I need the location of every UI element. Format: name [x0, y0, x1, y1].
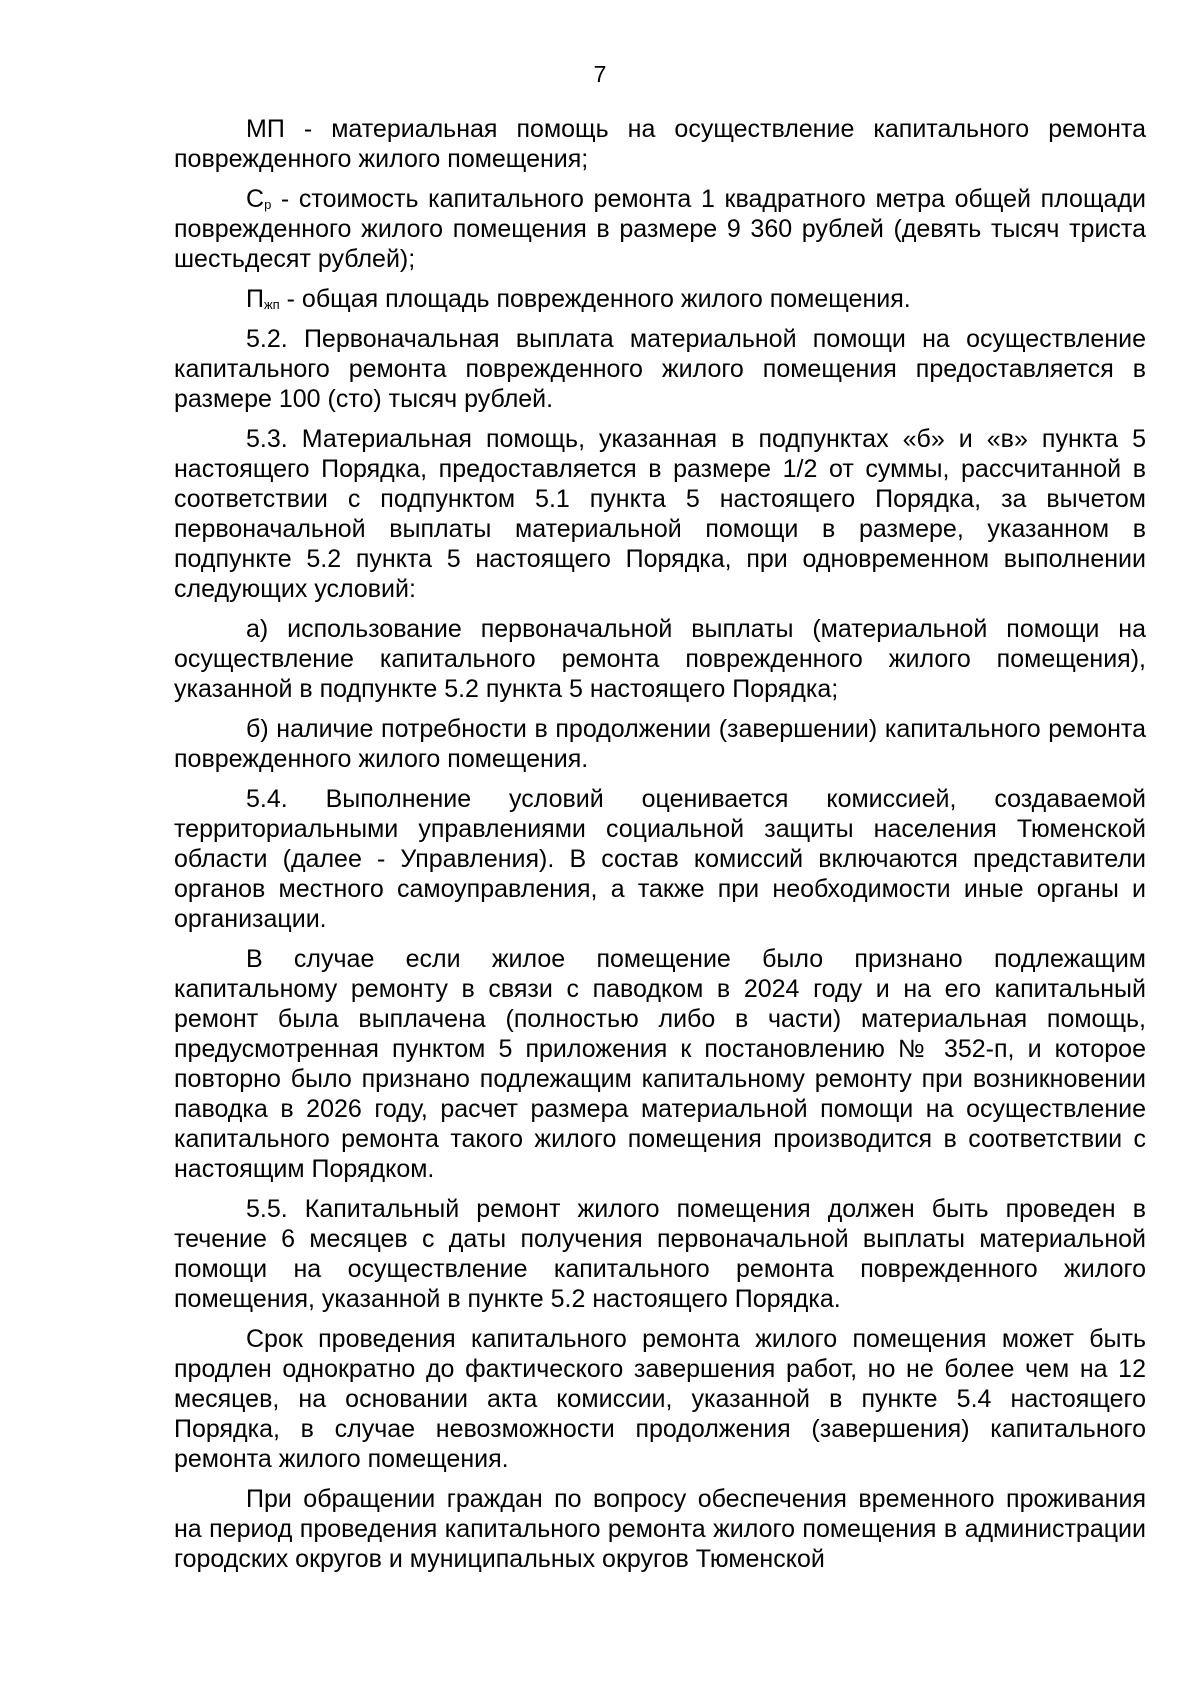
paragraph-5-5: 5.5. Капитальный ремонт жилого помещения должен быть проведен в течение 6 месяцев с даты получения первоначальной выплаты материальной помощи на осуществление капитального ремонта поврежденного жилого помещения, указанной в пункте 5.2 настоящего Порядка. [174, 1195, 1146, 1313]
paragraph-mp-definition: МП - материальная помощь на осуществление капитального ремонта поврежденного жилого помещения; [174, 115, 1146, 173]
paragraph-pzhp-definition [174, 284, 1146, 314]
formula-symbol: С [246, 185, 265, 213]
paragraph-5-5-term: Срок проведения капитального ремонта жилого помещения может быть продлен однократно до фактического завершения работ, но не более чем на 12 месяцев, на основании акта комиссии, указанной в пункте 5.4 настоящего Порядка, в случае невозможности продолжения (завершения) капитального ремонта жилого помещения. [174, 1325, 1146, 1473]
definition-text: - стоимость капитального ремонта 1 квадратного метра общей площади поврежденного жилого помещения в размере 9 360 рублей (девять тысяч триста шестьдесят рублей); [174, 185, 1146, 273]
condition-b: б) наличие потребности в продолжении (завершении) капитального ремонта поврежденного жилого помещения. [174, 715, 1146, 773]
paragraph-5-4-flood: В случае если жилое помещение было признано подлежащим капитальному ремонту в связи с паводком в 2024 году и на его капитальный ремонт была выплачена (полностью либо в части) материальная помощь, предусмотренная пунктом 5 приложения к постановлению № 352-п, и которое повторно было признано подлежащим капитальному ремонту при возникновении паводка в 2026 году, расчет размера материальной помощи на осуществление капитального ремонта такого жилого помещения производится в соответствии с настоящим Порядком. [174, 945, 1146, 1183]
paragraph-5-4: 5.4. Выполнение условий оценивается комиссией, создаваемой территориальными управлениями социальной защиты населения Тюменской области (далее - Управления). В состав комиссий включаются представители органов местного самоуправления, а также при необходимости иные органы и организации. [174, 785, 1146, 933]
condition-a: а) использование первоначальной выплаты (материальной помощи на осуществление капитального ремонта поврежденного жилого помещения), указанной в подпункте 5.2 пункта 5 настоящего Порядка; [174, 615, 1146, 703]
formula-subscript: жп [263, 297, 280, 312]
paragraph-cp-definition [174, 184, 1146, 274]
paragraph-5-3: 5.3. Материальная помощь, указанная в подпунктах «б» и «в» пункта 5 настоящего Порядка, предоставляется в размере 1/2 от суммы, рассчитанной в соответствии с подпунктом 5.1 пункта 5 настоящего Порядка, за вычетом первоначальной выплаты материальной помощи в размере, указанном в подпункте 5.2 пункта 5 настоящего Порядка, при одновременном выполнении следующих условий: [174, 425, 1146, 603]
paragraph-5-2: 5.2. Первоначальная выплата материальной помощи на осуществление капитального ремонта поврежденного жилого помещения предоставляется в размере 100 (сто) тысяч рублей. [174, 325, 1146, 413]
definition-text: - общая площадь поврежденного жилого помещения. [279, 285, 911, 313]
formula-symbol: П [246, 285, 264, 313]
paragraph-5-5-housing: При обращении граждан по вопросу обеспечения временного проживания на период проведения капитального ремонта жилого помещения в администрации городских округов и муниципальных округов Тюменской [174, 1485, 1146, 1573]
formula-subscript: р [264, 197, 272, 212]
document-body [174, 114, 1146, 1584]
page-number: 7 [593, 61, 607, 87]
